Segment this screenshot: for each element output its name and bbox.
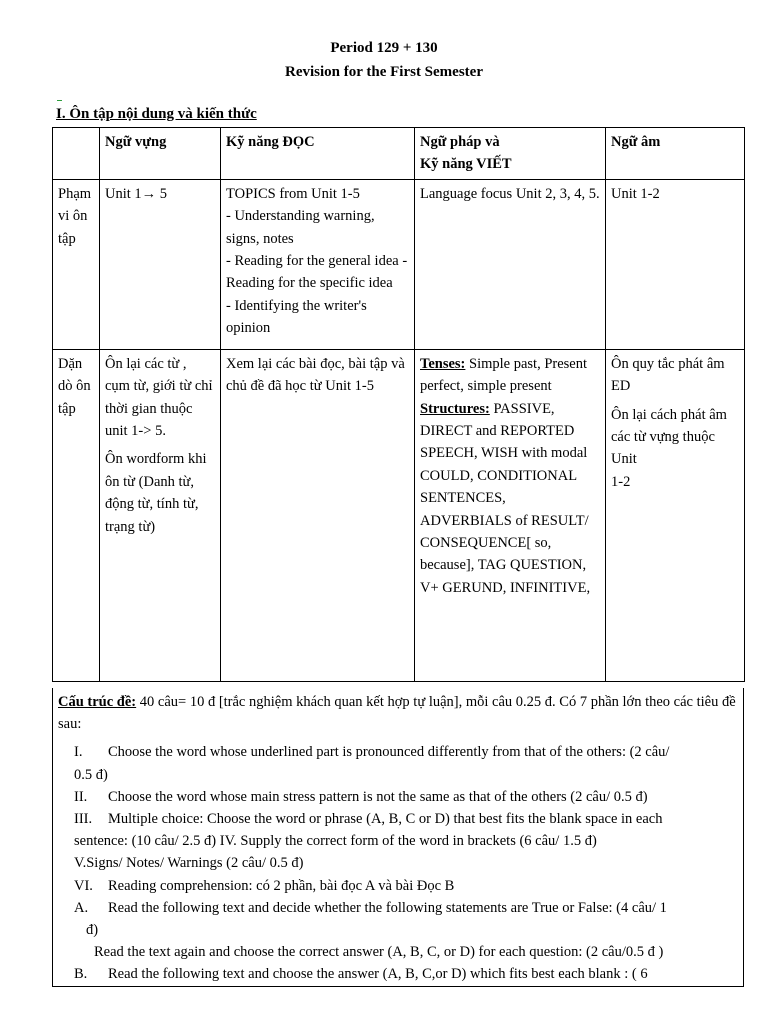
pham-vi-phonetics: Unit 1-2 bbox=[606, 179, 745, 349]
structure-label: Cấu trúc đề: bbox=[58, 694, 137, 710]
header-empty bbox=[53, 128, 100, 180]
exam-structure-box bbox=[52, 688, 744, 987]
structures-text: PASSIVE, DIRECT and REPORTED SPEECH, WISH with modal COULD, CONDITIONAL SENTENCES, ADVERBIALS of RESULT/ CONSEQUENCE[ so, because], TAG QUESTION, V+ GERUND, INFINITIVE, bbox=[420, 400, 591, 596]
header-grammar bbox=[415, 128, 606, 180]
list-item: III. Multiple choice: Choose the word or phrase (A, B, C or D) that best fits the blank space in each bbox=[74, 811, 663, 828]
row-label-pham-vi: Phạm vi ôn tập bbox=[53, 179, 100, 349]
page-subtitle: Revision for the First Semester bbox=[284, 64, 483, 80]
structure-intro-text: 40 câu= 10 đ [trắc nghiệm khách quan kết hợp tự luận], mỗi câu 0.25 đ. Có 7 phần lớn theo các tiêu đề sau: bbox=[58, 694, 736, 733]
reading-line: - Reading for the general idea -Reading for the specific idea bbox=[226, 253, 408, 292]
phonetics-note: Ôn lại cách phát âm các từ vựng thuộc Unit bbox=[611, 406, 727, 468]
tenses-block bbox=[420, 353, 600, 398]
vocab-note: Ôn wordform khi ôn từ (Danh từ, động từ, tính từ, trạng từ) bbox=[105, 451, 207, 535]
table-row bbox=[53, 179, 745, 349]
dan-do-phonetics bbox=[606, 349, 745, 681]
pham-vi-grammar: Language focus Unit 2, 3, 4, 5. bbox=[415, 179, 606, 349]
row-label-dan-do: Dặn dò ôn tập bbox=[53, 349, 100, 681]
list-item: V.Signs/ Notes/ Warnings (2 câu/ 0.5 đ) bbox=[74, 855, 304, 872]
vocab-note: Ôn lại các từ , cụm từ, giới từ chỉ thời gian thuộc unit 1-> 5. bbox=[105, 355, 213, 440]
list-item: A. Read the following text and decide whether the following statements are True or False: (4 câu/ 1 bbox=[74, 899, 667, 916]
structures-label: Structures: bbox=[420, 400, 490, 417]
header-grammar-line2: Kỹ năng VIẾT bbox=[420, 156, 512, 173]
structures-block bbox=[420, 398, 600, 600]
table-header-row bbox=[53, 128, 745, 180]
cursor-mark bbox=[57, 100, 62, 101]
list-item: Read the text again and choose the correct answer (A, B, C, or D) for each question: (2 câu/0.5 đ ) bbox=[94, 944, 664, 961]
tenses-label: Tenses: bbox=[420, 355, 466, 372]
list-item: II. Choose the word whose main stress pattern is not the same as that of the others (2 câu/ 0.5 đ) bbox=[74, 788, 648, 805]
pham-vi-reading bbox=[221, 179, 415, 349]
table-row bbox=[53, 349, 745, 681]
structure-intro bbox=[58, 691, 739, 735]
header-phonetics: Ngữ âm bbox=[606, 128, 745, 180]
section-heading: I. Ôn tập nội dung và kiến thức bbox=[56, 106, 257, 122]
list-item: VI. Reading comprehension: có 2 phần, bài đọc A và bài Đọc B bbox=[74, 877, 455, 894]
list-item: B. Read the following text and choose the answer (A, B, C,or D) which fits best each blank : ( 6 bbox=[74, 966, 648, 983]
reading-line: TOPICS from Unit 1-5 bbox=[226, 185, 360, 202]
header-reading: Kỹ năng ĐỌC bbox=[221, 128, 415, 180]
list-item: sentence: (10 câu/ 2.5 đ) IV. Supply the correct form of the word in brackets (6 câu/ 1.5 đ) bbox=[74, 833, 597, 850]
reading-line: - Identifying the writer's opinion bbox=[226, 297, 367, 337]
dan-do-vocab bbox=[100, 349, 221, 681]
page-title: Period 129 + 130 bbox=[330, 40, 438, 56]
list-item: 0.5 đ) bbox=[74, 766, 108, 783]
pham-vi-vocab: Unit 1→ 5 bbox=[100, 179, 221, 349]
dan-do-reading: Xem lại các bài đọc, bài tập và chủ đề đã học từ Unit 1-5 bbox=[221, 349, 415, 681]
dan-do-grammar bbox=[415, 349, 606, 681]
list-item: đ) bbox=[86, 922, 99, 939]
tenses-text: Simple past, Present perfect, simple present bbox=[420, 355, 588, 395]
phonetics-note: Ôn quy tắc phát âm ED bbox=[611, 355, 725, 395]
reading-line: - Understanding warning, signs, notes bbox=[226, 208, 375, 247]
header-vocab: Ngữ vựng bbox=[100, 128, 221, 180]
revision-table bbox=[52, 127, 745, 682]
header-grammar-line1: Ngữ pháp và bbox=[420, 134, 500, 150]
phonetics-note: 1-2 bbox=[611, 473, 631, 490]
list-item: I. Choose the word whose underlined part is pronounced differently from that of the others: (2 câu/ bbox=[74, 744, 670, 761]
